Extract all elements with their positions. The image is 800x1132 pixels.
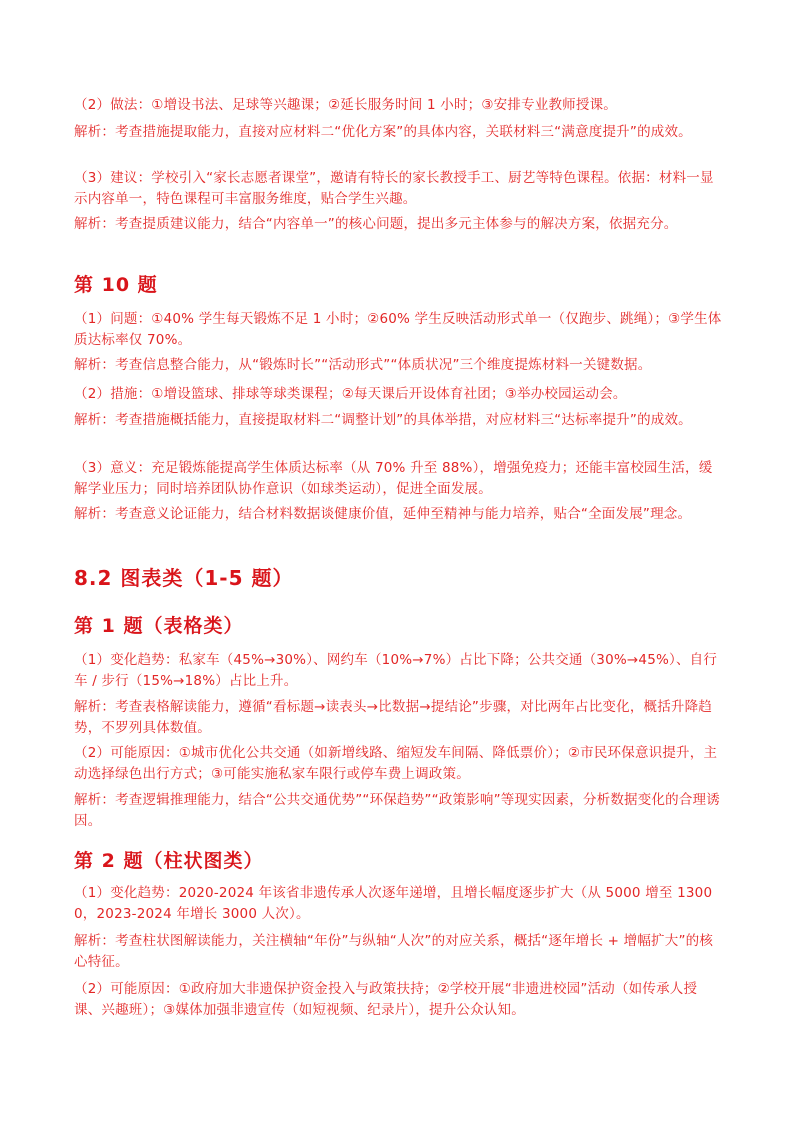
question-heading: 第 10 题: [74, 274, 158, 296]
analysis-paragraph: 解析：考查意义论证能力，结合材料数据谈健康价值，延伸至精神与能力培养，贴合“全面发展”理念。: [74, 506, 692, 522]
question-heading: 第 2 题（柱状图类）: [74, 850, 264, 872]
answer-paragraph: （3）建议：学校引入“家长志愿者课堂”，邀请有特长的家长教授手工、厨艺等特色课程。依据：材料一显示内容单一，特色课程可丰富服务维度，贴合学生兴趣。: [74, 170, 714, 207]
answer-paragraph: （1）变化趋势：2020-2024 年该省非遗传承人次逐年递增，且增长幅度逐步扩大（从 5000 增至 13000，2023-2024 年增长 3000 人次）。: [74, 885, 713, 922]
analysis-paragraph: 解析：考查逻辑推理能力，结合“公共交通优势”“环保趋势”“政策影响”等现实因素，分析数据变化的合理诱因。: [74, 792, 720, 829]
answer-paragraph: （2）措施：①增设篮球、排球等球类课程；②每天课后开设体育社团；③举办校园运动会。: [74, 386, 627, 402]
answer-paragraph: （2）可能原因：①城市优化公共交通（如新增线路、缩短发车间隔、降低票价）；②市民环保意识提升，主动选择绿色出行方式；③可能实施私家车限行或停车费上调政策。: [74, 745, 718, 782]
analysis-paragraph: 解析：考查表格解读能力，遵循“看标题→读表头→比数据→提结论”步骤，对比两年占比变化，概括升降趋势，不罗列具体数值。: [74, 699, 713, 736]
answer-paragraph: （2）可能原因：①政府加大非遗保护资金投入与政策扶持；②学校开展“非遗进校园”活动（如传承人授课、兴趣班）；③媒体加强非遗宣传（如短视频、纪录片），提升公众认知。: [74, 981, 698, 1018]
section-heading: 8.2 图表类（1-5 题）: [74, 566, 294, 590]
analysis-paragraph: 解析：考查柱状图解读能力，关注横轴“年份”与纵轴“人次”的对应关系，概括“逐年增长 + 增幅扩大”的核心特征。: [74, 933, 714, 970]
analysis-paragraph: 解析：考查措施概括能力，直接提取材料二“调整计划”的具体举措，对应材料三“达标率提升”的成效。: [74, 412, 692, 428]
answer-paragraph: （2）做法：①增设书法、足球等兴趣课；②延长服务时间 1 小时；③安排专业教师授课。: [74, 97, 617, 113]
analysis-paragraph: 解析：考查措施提取能力，直接对应材料二“优化方案”的具体内容，关联材料三“满意度提升”的成效。: [74, 124, 692, 140]
answer-paragraph: （3）意义：充足锻炼能提高学生体质达标率（从 70% 升至 88%），增强免疫力；还能丰富校园生活，缓解学业压力；同时培养团队协作意识（如球类运动），促进全面发展。: [74, 460, 713, 497]
analysis-paragraph: 解析：考查提质建议能力，结合“内容单一”的核心问题，提出多元主体参与的解决方案，依据充分。: [74, 216, 678, 232]
question-heading: 第 1 题（表格类）: [74, 615, 244, 637]
analysis-paragraph: 解析：考查信息整合能力，从“锻炼时长”“活动形式”“体质状况”三个维度提炼材料一关键数据。: [74, 357, 652, 373]
answer-paragraph: （1）变化趋势：私家车（45%→30%）、网约车（10%→7%）占比下降；公共交通（30%→45%）、自行车 / 步行（15%→18%）占比上升。: [74, 652, 718, 689]
answer-paragraph: （1）问题：①40% 学生每天锻炼不足 1 小时；②60% 学生反映活动形式单一（仅跑步、跳绳）；③学生体质达标率仅 70%。: [74, 311, 722, 348]
